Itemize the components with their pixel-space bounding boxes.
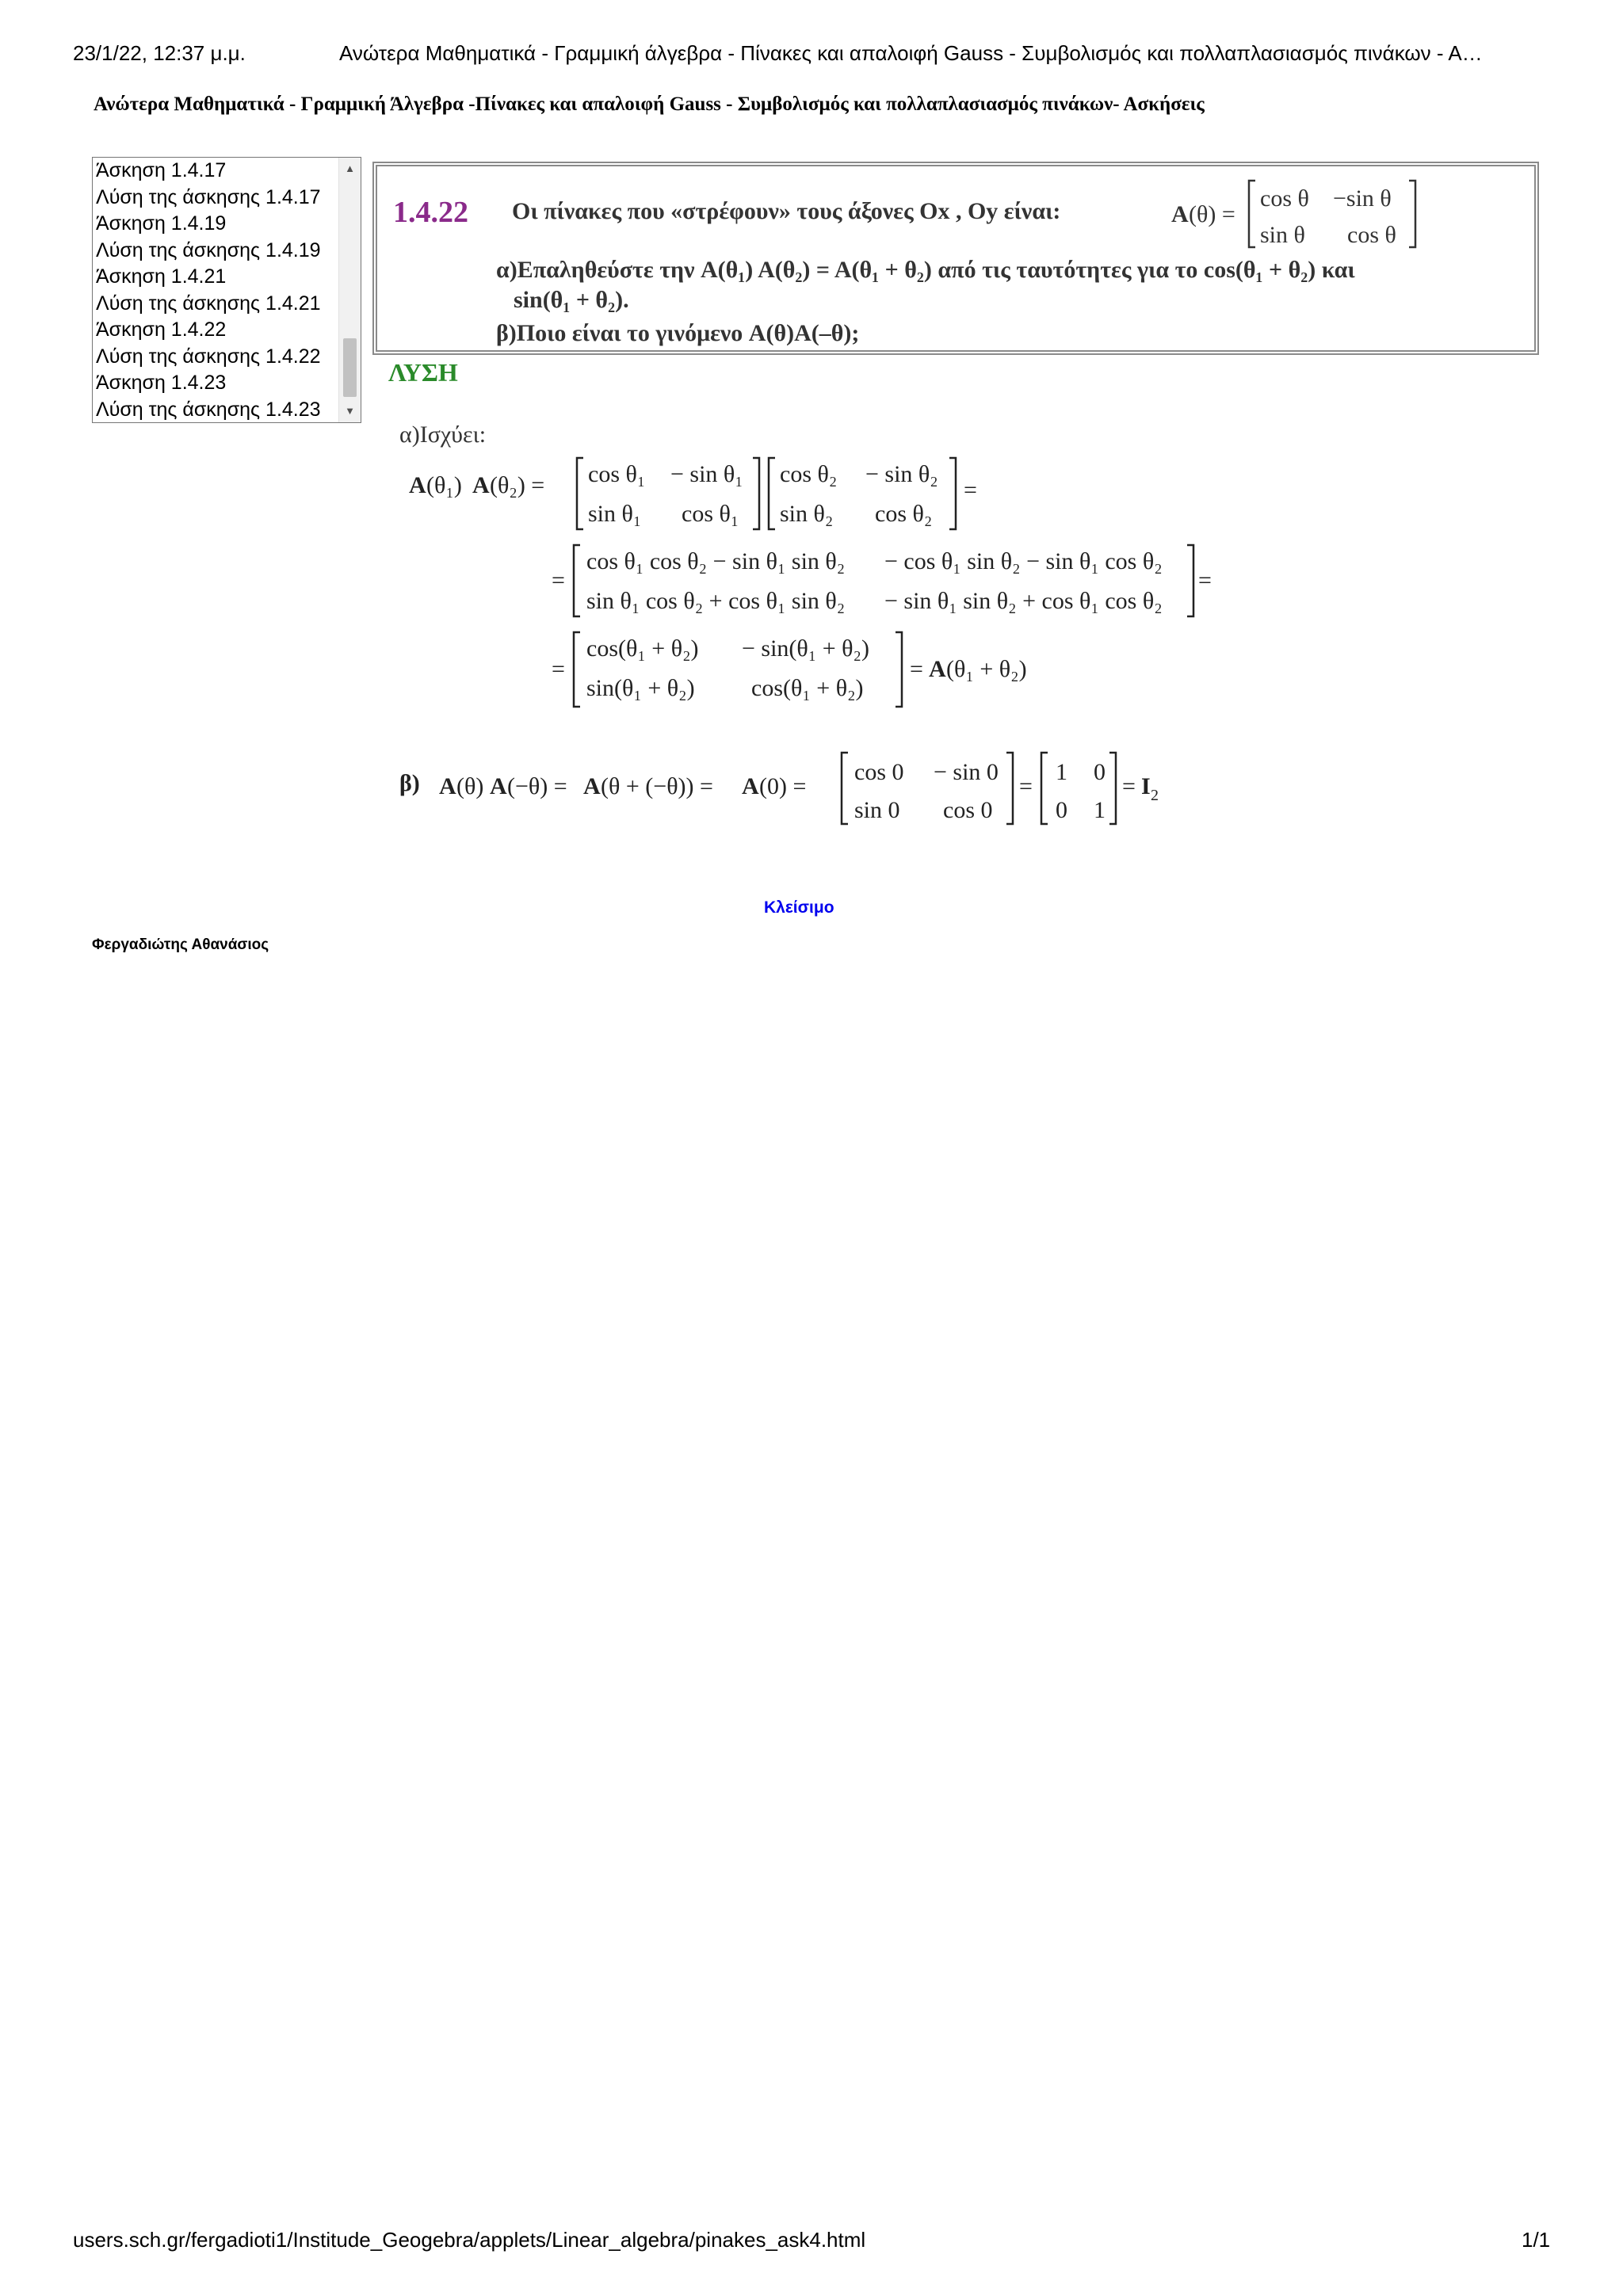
svg-text:I: I (1141, 773, 1151, 799)
svg-text:A: A (439, 773, 456, 799)
svg-text:sin θ₂: sin θ₂ (780, 501, 834, 527)
svg-text:− sin 0: − sin 0 (934, 759, 999, 785)
svg-text:(θ): (θ) (456, 773, 484, 799)
svg-text:cos(θ₁ + θ₂): cos(θ₁ + θ₂) (751, 675, 864, 701)
svg-text:A: A (583, 773, 601, 799)
svg-text:cos θ₂: cos θ₂ (875, 501, 933, 527)
svg-text:− sin θ₁ sin θ₂ + cos θ₁ cos θ: − sin θ₁ sin θ₂ + cos θ₁ cos θ₂ (884, 588, 1163, 614)
exercise-part-a: α)Επαληθεύστε την A(θ₁) A(θ₂) = A(θ₁ + θ₂) από τις ταυτότητες για το cos(θ₁ + θ₂) και (496, 257, 1355, 283)
solution-part-a-label: α)Ισχύει: (399, 421, 487, 448)
svg-text:2: 2 (1151, 787, 1159, 804)
page-header: Ανώτερα Μαθηματικά - Γραμμική Άλγεβρα -Πίνακες και απαλοιφή Gauss - Συμβολισμός και πολλαπλασιασμός πινάκων- Ασκήσεις (94, 93, 1205, 115)
scroll-down-arrow-icon[interactable]: ▼ (345, 405, 355, 417)
listbox-option[interactable]: Λύση της άσκησης 1.4.23 (96, 398, 321, 421)
footer-url: users.sch.gr/fergadioti1/Institude_Geogebra/applets/Linear_algebra/pinakes_ask4.html (73, 2228, 866, 2252)
svg-text:(θ) =: (θ) = (1189, 201, 1235, 227)
svg-text:A: A (1171, 201, 1189, 227)
exercise-intro: Οι πίνακες που «στρέφουν» τους άξονες Ox , Oy είναι: (512, 198, 1061, 224)
print-page-title: Ανώτερα Μαθηματικά - Γραμμική άλγεβρα - Πίνακες και απαλοιφή Gauss - Συμβολισμός και πολλαπλασιασμός πινάκων - Α… (339, 41, 1483, 65)
svg-text:(0) =: (0) = (759, 773, 807, 799)
listbox-items (93, 158, 338, 423)
svg-text:sin(θ₁ + θ₂): sin(θ₁ + θ₂) (586, 675, 695, 701)
svg-text:=: = (1019, 773, 1033, 799)
exercise-statement-box (372, 162, 1539, 355)
scroll-up-arrow-icon[interactable]: ▲ (345, 162, 355, 174)
listbox-option[interactable]: Άσκηση 1.4.23 (96, 372, 227, 394)
close-link[interactable]: Κλείσιμο (764, 898, 834, 917)
svg-text:− sin θ₂: − sin θ₂ (865, 461, 938, 487)
listbox-option[interactable]: Λύση της άσκησης 1.4.17 (96, 185, 321, 208)
svg-text:−sin θ: −sin θ (1333, 185, 1392, 212)
exercise-part-b: β)Ποιο είναι το γινόμενο A(θ)A(–θ); (496, 320, 860, 346)
listbox-scrollbar[interactable] (338, 158, 361, 422)
listbox-option[interactable]: Άσκηση 1.4.17 (96, 159, 227, 181)
svg-text:A: A (409, 472, 426, 498)
svg-text:0: 0 (1094, 759, 1106, 785)
solution-part-b-label: β) (399, 770, 420, 796)
svg-text:(θ + (−θ)) =: (θ + (−θ)) = (601, 773, 713, 799)
svg-text:cos θ₁: cos θ₁ (682, 501, 739, 527)
svg-text:A: A (929, 656, 946, 682)
svg-text:cos(θ₁ + θ₂): cos(θ₁ + θ₂) (586, 635, 699, 662)
svg-text:cos θ₂: cos θ₂ (780, 461, 838, 487)
print-datetime: 23/1/22, 12:37 μ.μ. (73, 41, 246, 65)
svg-text:=: = (1122, 773, 1136, 799)
solution-heading: ΛΥΣΗ (388, 358, 458, 387)
solution-part-b-derivation (436, 745, 1197, 832)
svg-text:A: A (490, 773, 507, 799)
listbox-option[interactable]: Λύση της άσκησης 1.4.21 (96, 292, 321, 315)
svg-text:0: 0 (1056, 797, 1067, 823)
scrollbar-thumb[interactable] (343, 338, 357, 397)
svg-text:(θ₂) =: (θ₂) = (490, 472, 545, 498)
svg-text:cos θ₁: cos θ₁ (588, 461, 646, 487)
svg-text:sin 0: sin 0 (854, 797, 900, 823)
exercise-number: 1.4.22 (393, 196, 468, 229)
svg-text:(−θ) =: (−θ) = (507, 773, 567, 799)
svg-text:=: = (1198, 567, 1212, 593)
svg-text:=: = (964, 477, 977, 503)
svg-text:sin θ₁ cos θ₂ + cos θ₁ sin θ₂: sin θ₁ cos θ₂ + cos θ₁ sin θ₂ (586, 588, 846, 614)
svg-text:A: A (472, 472, 490, 498)
svg-text:− sin θ₁: − sin θ₁ (670, 461, 743, 487)
rotation-matrix-definition (1168, 171, 1438, 258)
listbox-option[interactable]: Άσκηση 1.4.22 (96, 318, 227, 341)
svg-text:sin θ₁: sin θ₁ (588, 501, 642, 527)
listbox-option[interactable]: Άσκηση 1.4.19 (96, 212, 227, 235)
exercise-listbox[interactable] (92, 157, 361, 423)
svg-text:cos θ₁ cos θ₂ − sin θ₁ sin θ₂: cos θ₁ cos θ₂ − sin θ₁ sin θ₂ (586, 548, 846, 574)
svg-text:1: 1 (1094, 797, 1106, 823)
svg-text:cos 0: cos 0 (854, 759, 904, 785)
author-name: Φεργαδιώτης Αθανάσιος (92, 936, 269, 953)
exercise-part-a-cont: sin(θ₁ + θ₂). (514, 287, 629, 313)
listbox-option[interactable]: Λύση της άσκησης 1.4.22 (96, 345, 321, 368)
svg-text:cos θ: cos θ (1347, 222, 1396, 248)
footer-page-number: 1/1 (1522, 2228, 1551, 2252)
svg-text:cos θ: cos θ (1260, 185, 1309, 212)
listbox-option[interactable]: Άσκηση 1.4.21 (96, 265, 227, 288)
svg-text:cos 0: cos 0 (943, 797, 993, 823)
svg-text:(θ₁): (θ₁) (426, 472, 462, 498)
svg-text:=: = (910, 656, 923, 682)
svg-text:=: = (552, 567, 565, 593)
svg-text:− sin(θ₁ + θ₂): − sin(θ₁ + θ₂) (742, 635, 869, 662)
solution-part-a-derivation (396, 452, 1236, 713)
svg-text:(θ₁ + θ₂): (θ₁ + θ₂) (946, 656, 1027, 682)
svg-text:1: 1 (1056, 759, 1067, 785)
svg-text:A: A (742, 773, 759, 799)
svg-text:− cos θ₁ sin θ₂ − sin θ₁ cos θ: − cos θ₁ sin θ₂ − sin θ₁ cos θ₂ (884, 548, 1163, 574)
listbox-option[interactable]: Λύση της άσκησης 1.4.19 (96, 238, 321, 261)
svg-text:=: = (552, 656, 565, 682)
svg-text:sin θ: sin θ (1260, 222, 1305, 248)
